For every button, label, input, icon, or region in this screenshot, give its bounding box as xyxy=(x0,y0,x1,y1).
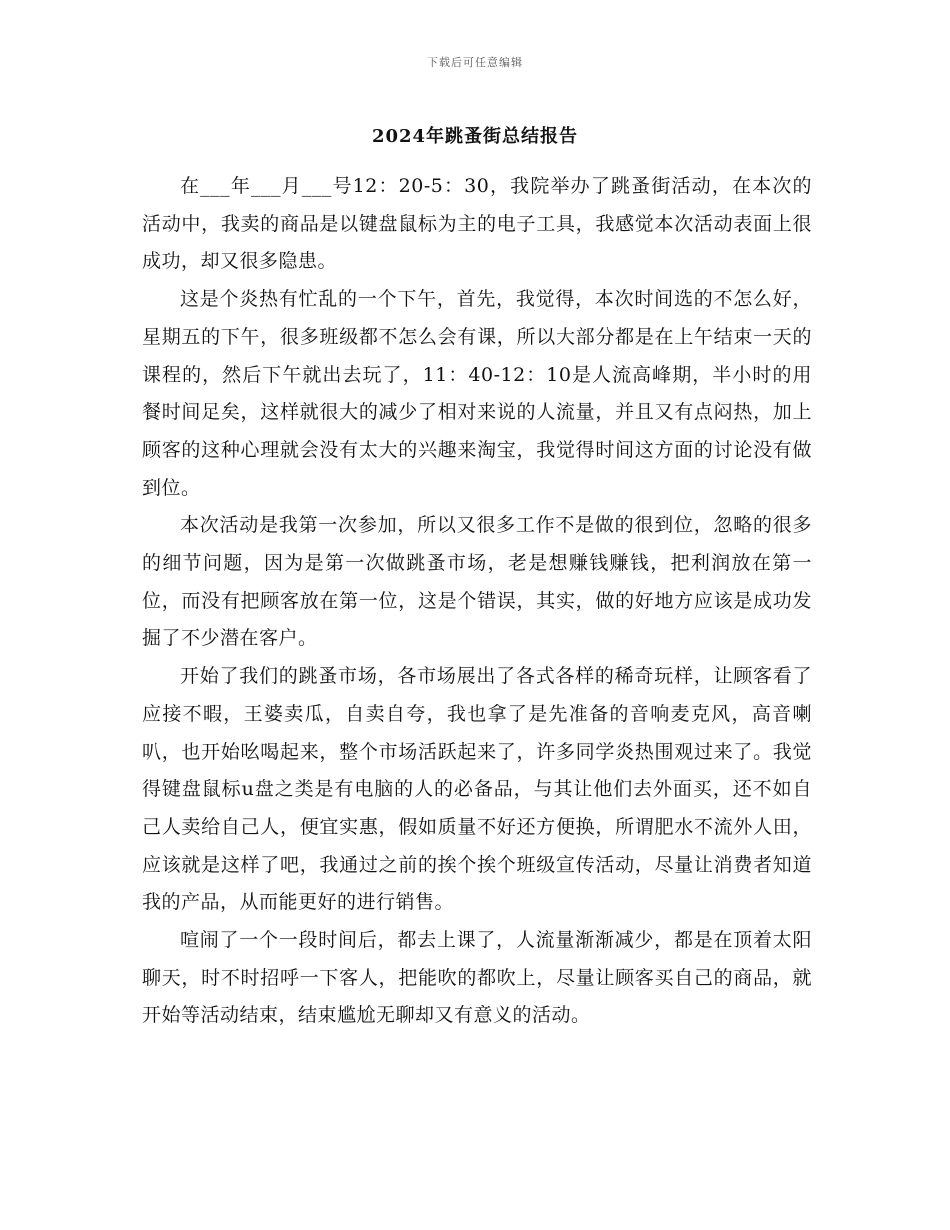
header-note: 下载后可任意编辑 xyxy=(427,56,523,69)
paragraph: 这是个炎热有忙乱的一个下午，首先，我觉得，本次时间选的不怎么好，星期五的下午，很多班级都不怎么会有课，所以大部分都是在上午结束一天的课程的，然后下午就出去玩了，11：40-12：10是人流高峰期，半小时的用餐时间足矣，这样就很大的减少了相对来说的人流量，并且又有点闷热，加上顾客的这种心理就会没有太大的兴趣来淘宝，我觉得时间这方面的讨论没有做到位。 xyxy=(142,288,812,499)
document-title: 2024年跳蚤街总结报告 xyxy=(371,126,579,147)
paragraph: 喧闹了一个一段时间后，都去上课了，人流量渐渐减少，都是在顶着太阳聊天，时不时招呼一下客人，把能吹的都吹上，尽量让顾客买自己的商品，就开始等活动结束，结束尴尬无聊却又有意义的活动。 xyxy=(142,929,812,1027)
document-body xyxy=(142,168,812,1035)
paragraph: 本次活动是我第一次参加，所以又很多工作不是做的很到位，忽略的很多的细节问题，因为是第一次做跳蚤市场，老是想赚钱赚钱，把利润放在第一位，而没有把顾客放在第一位，这是个错误，其实，做的好地方应该是成功发掘了不少潜在客户。 xyxy=(142,514,812,650)
paragraph: 开始了我们的跳蚤市场，各市场展出了各式各样的稀奇玩样，让顾客看了应接不暇，王婆卖瓜，自卖自夸，我也拿了是先准备的音响麦克风，高音喇叭，也开始吆喝起来，整个市场活跃起来了，许多同学炎热围观过来了。我觉得键盘鼠标u盘之类是有电脑的人的必备品，与其让他们去外面买，还不如自己人卖给自己人，便宜实惠，假如质量不好还方便换，所谓肥水不流外人田，应该就是这样了吧，我通过之前的挨个挨个班级宣传活动，尽量让消费者知道我的产品，从而能更好的进行销售。 xyxy=(142,665,812,914)
paragraph: 在___年___月___号12：20-5：30，我院举办了跳蚤街活动，在本次的活动中，我卖的商品是以键盘鼠标为主的电子工具，我感觉本次活动表面上很成功，却又很多隐患。 xyxy=(142,175,812,273)
